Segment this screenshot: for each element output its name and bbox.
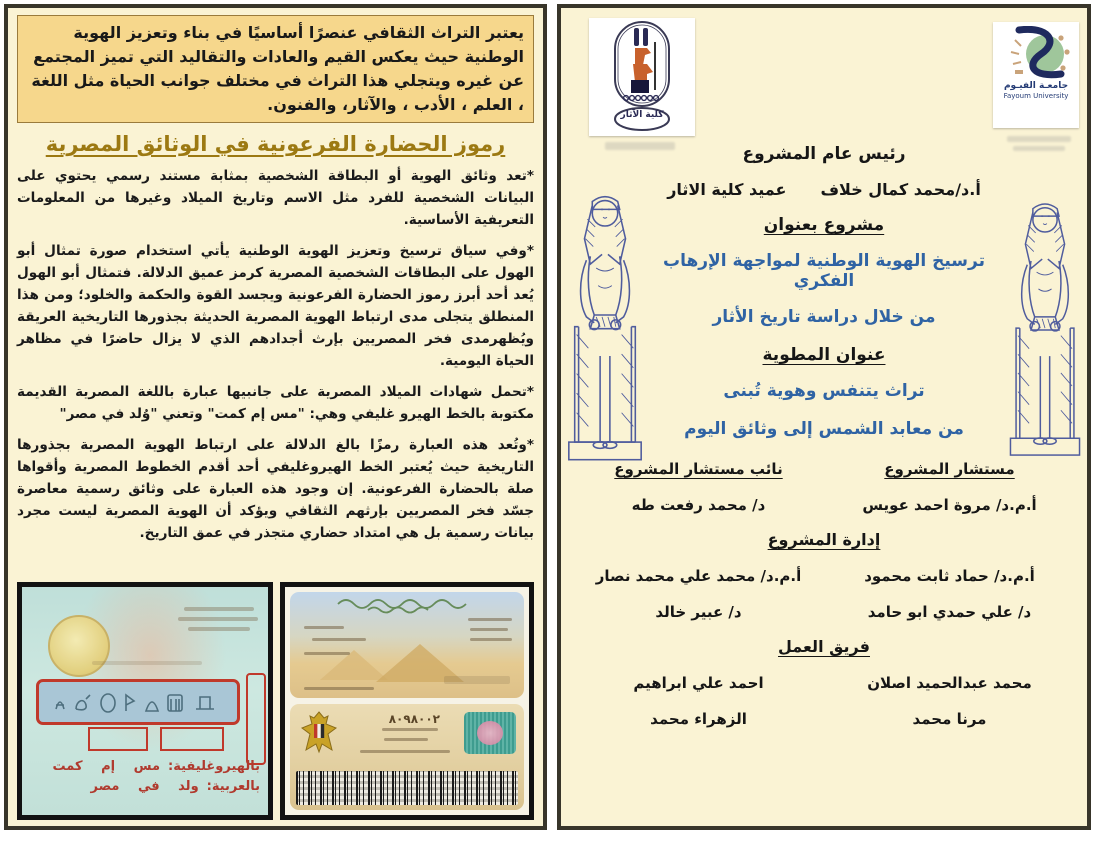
deputy-advisor-header: نائب مستشار المشروع	[614, 460, 783, 478]
arabic-value: ولد في مصر	[90, 779, 199, 794]
id-back-text	[384, 738, 428, 741]
management-row	[573, 603, 1075, 621]
management-member: د/ عبير خالد	[655, 603, 742, 621]
id-card-front	[290, 592, 524, 698]
birth-certificate-image	[17, 582, 273, 820]
team-header: فريق العمل	[778, 637, 870, 656]
deputy-advisor-name: د/ محمد رفعت طه	[631, 496, 766, 514]
intro-text: يعتبر التراث الثقافي عنصرًا أساسيًا في بناء وتعزيز الهوية الوطنية حيث يعكس القيم والعادات والتقاليد التي تميز المجتمع عن غيره ويتجلي هذا التراث في مختلف جوانب الحياة مثل اللغة ، العلم ، الأدب ، والآثار، والفنون.	[31, 23, 524, 114]
cover-content	[561, 8, 1087, 826]
cover-center-column	[653, 144, 995, 439]
team-row	[573, 674, 1075, 692]
advisor-names-row	[573, 496, 1075, 514]
document-images-row	[17, 582, 534, 820]
logo-reflection	[1007, 136, 1071, 142]
id-front-text	[470, 628, 508, 631]
egypt-eagle-emblem	[298, 710, 340, 754]
team-member: الزهراء محمد	[650, 710, 747, 728]
team-member: محمد عبدالحميد اصلان	[867, 674, 1032, 692]
left-page-content	[8, 8, 543, 826]
id-card-back	[290, 704, 524, 810]
paragraph-hieroglyphs: *وتُعد هذه العبارة رمزًا بالغ الدلالة على ارتباط الهوية المصرية بجذورها التاريخية حيث يُعتبر الخط الهيروغليفي أحد أقدم الخطوط المصرية وأقواها صلة بالحضارة الفرعونية. إن وجود هذه العبارة على وثائق رسمية معاصرة جسّد فخر المصريين بإرثهم الثقافي ويؤكد أن الهوية المصرية ليست مجرد بيانات رسمية بل هي امتداد حضاري متجذر في عمق التاريخ.	[17, 437, 534, 542]
cover-page	[557, 4, 1091, 830]
paragraph-documents: *تعد وثائق الهوية أو البطاقة الشخصية بمثابة مستند رسمي يحتوي على البيانات الشخصية للفرد مثل الاسم وتاريخ الميلاد وغيرها من المعلومات التعريفية الأساسية.	[17, 168, 534, 229]
advisor-name: أ.م.د/ مروة احمد عويس	[862, 496, 1037, 514]
project-title-line2: من خلال دراسة تاريخ الأثار	[712, 307, 936, 327]
id-front-text	[304, 687, 374, 690]
paragraph-sphinx: *وفي سياق ترسيخ وتعزيز الهوية الوطنية يأتي استخدام صورة تمثال أبو الهول على البطاقات الشخصية المصرية كرمز عميق الدلالة. فتمثال أبو الهول يُعد أحد أبرز رموز الحضارة الفرعونية ويجسد القوة والحكمة والخلود؛ ومن هذا المنطلق يتجلى مدى ارتباط الهوية المصرية الحديثة بجذورها التاريخية العريقة ويُظهرمدى فخر المصريين بإرث أجدادهم الذي لا يزال حاضرًا في مظاهر الحياة اليومية.	[17, 243, 534, 370]
id-front-text	[304, 652, 350, 655]
certificate-faint-text	[178, 617, 258, 621]
project-head-row	[653, 180, 995, 199]
management-header: إدارة المشروع	[767, 530, 881, 549]
brochure-title-label: عنوان المطوية	[762, 345, 886, 365]
team-member: مرنا محمد	[912, 710, 987, 728]
pharaoh-statue-right	[1003, 166, 1087, 466]
id-back-text	[382, 728, 438, 731]
management-member: أ.م.د/ حماد ثابت محمود	[864, 567, 1035, 585]
stamp-core	[477, 721, 503, 745]
management-row	[573, 567, 1075, 585]
id-back-stamp	[464, 712, 516, 754]
fayoum-university-logo	[993, 22, 1079, 128]
project-title-label: مشروع بعنوان	[763, 215, 885, 235]
id-barcode	[296, 771, 518, 805]
national-id-image	[280, 582, 534, 820]
hieroglyph-band	[36, 679, 240, 725]
certificate-seal	[48, 615, 110, 677]
fayoum-logo-icon	[997, 26, 1075, 82]
faculty-logo-label: كلية الآثار	[620, 110, 664, 120]
hieroglyphic-label: بالهيروغليفية:	[168, 759, 260, 774]
id-front-text	[470, 638, 512, 641]
project-head-role: عميد كلية الاثار	[667, 180, 787, 199]
project-roster	[573, 460, 1075, 728]
id-number: ٨٠٩٨٠٠٢	[388, 712, 440, 726]
hieroglyphic-value: مس إم كمت	[52, 759, 161, 774]
certificate-field-box	[160, 727, 224, 751]
left-page	[4, 4, 547, 830]
brochure-title-line1: تراث يتنفس وهوية تُبنى	[723, 381, 925, 401]
fayoum-logo-english: Fayoum University	[1003, 91, 1069, 100]
arabic-caption-line	[32, 779, 260, 794]
brochure-title-line2: من معابد الشمس إلى وثائق اليوم	[684, 419, 964, 439]
id-header-script	[332, 596, 482, 614]
pharaoh-statue-left	[561, 158, 649, 470]
project-head-title: رئيس عام المشروع	[742, 144, 906, 164]
team-row	[573, 710, 1075, 728]
certificate-faint-text	[188, 627, 250, 631]
team-member: احمد علي ابراهيم	[633, 674, 764, 692]
advisor-header: مستشار المشروع	[884, 460, 1015, 478]
project-title-line1: ترسيخ الهوية الوطنية لمواجهة الإرهاب الفكري	[663, 251, 985, 291]
certificate-side-field	[246, 673, 266, 765]
faculty-archaeology-logo	[589, 18, 695, 136]
fayoum-logo-arabic: جامعـة الفيـوم	[1003, 81, 1069, 91]
id-front-text	[312, 638, 366, 641]
paragraph-birth-certificates: *تحمل شهادات الميلاد المصرية على جانبيها عبارة باللغة المصرية القديمة مكتوبة بالخط الهيرو غليفي وهي: "مس إم كمت" وتعني "وُلد في مصر"	[17, 384, 534, 423]
intro-box	[17, 15, 534, 123]
arabic-label: بالعربية:	[206, 779, 260, 794]
management-member: أ.م.د/ محمد علي محمد نصار	[595, 567, 802, 585]
project-head-name: أ.د/محمد كمال خلاف	[820, 180, 981, 199]
logo-reflection	[1013, 146, 1065, 151]
certificate-faint-text	[92, 661, 202, 665]
management-member: د/ علي حمدي ابو حامد	[867, 603, 1032, 621]
advisor-headers-row	[573, 460, 1075, 478]
hieroglyphic-caption-line	[32, 759, 260, 774]
id-front-photo-area	[444, 676, 510, 684]
section-title: رموز الحضارة الفرعونية في الوثائق المصرية	[45, 132, 506, 156]
hieroglyph-glyphs	[48, 689, 228, 715]
id-front-text	[304, 626, 344, 629]
id-front-text	[468, 618, 512, 621]
certificate-faint-text	[184, 607, 254, 611]
certificate-field-box	[88, 727, 148, 751]
id-back-text	[360, 750, 450, 753]
